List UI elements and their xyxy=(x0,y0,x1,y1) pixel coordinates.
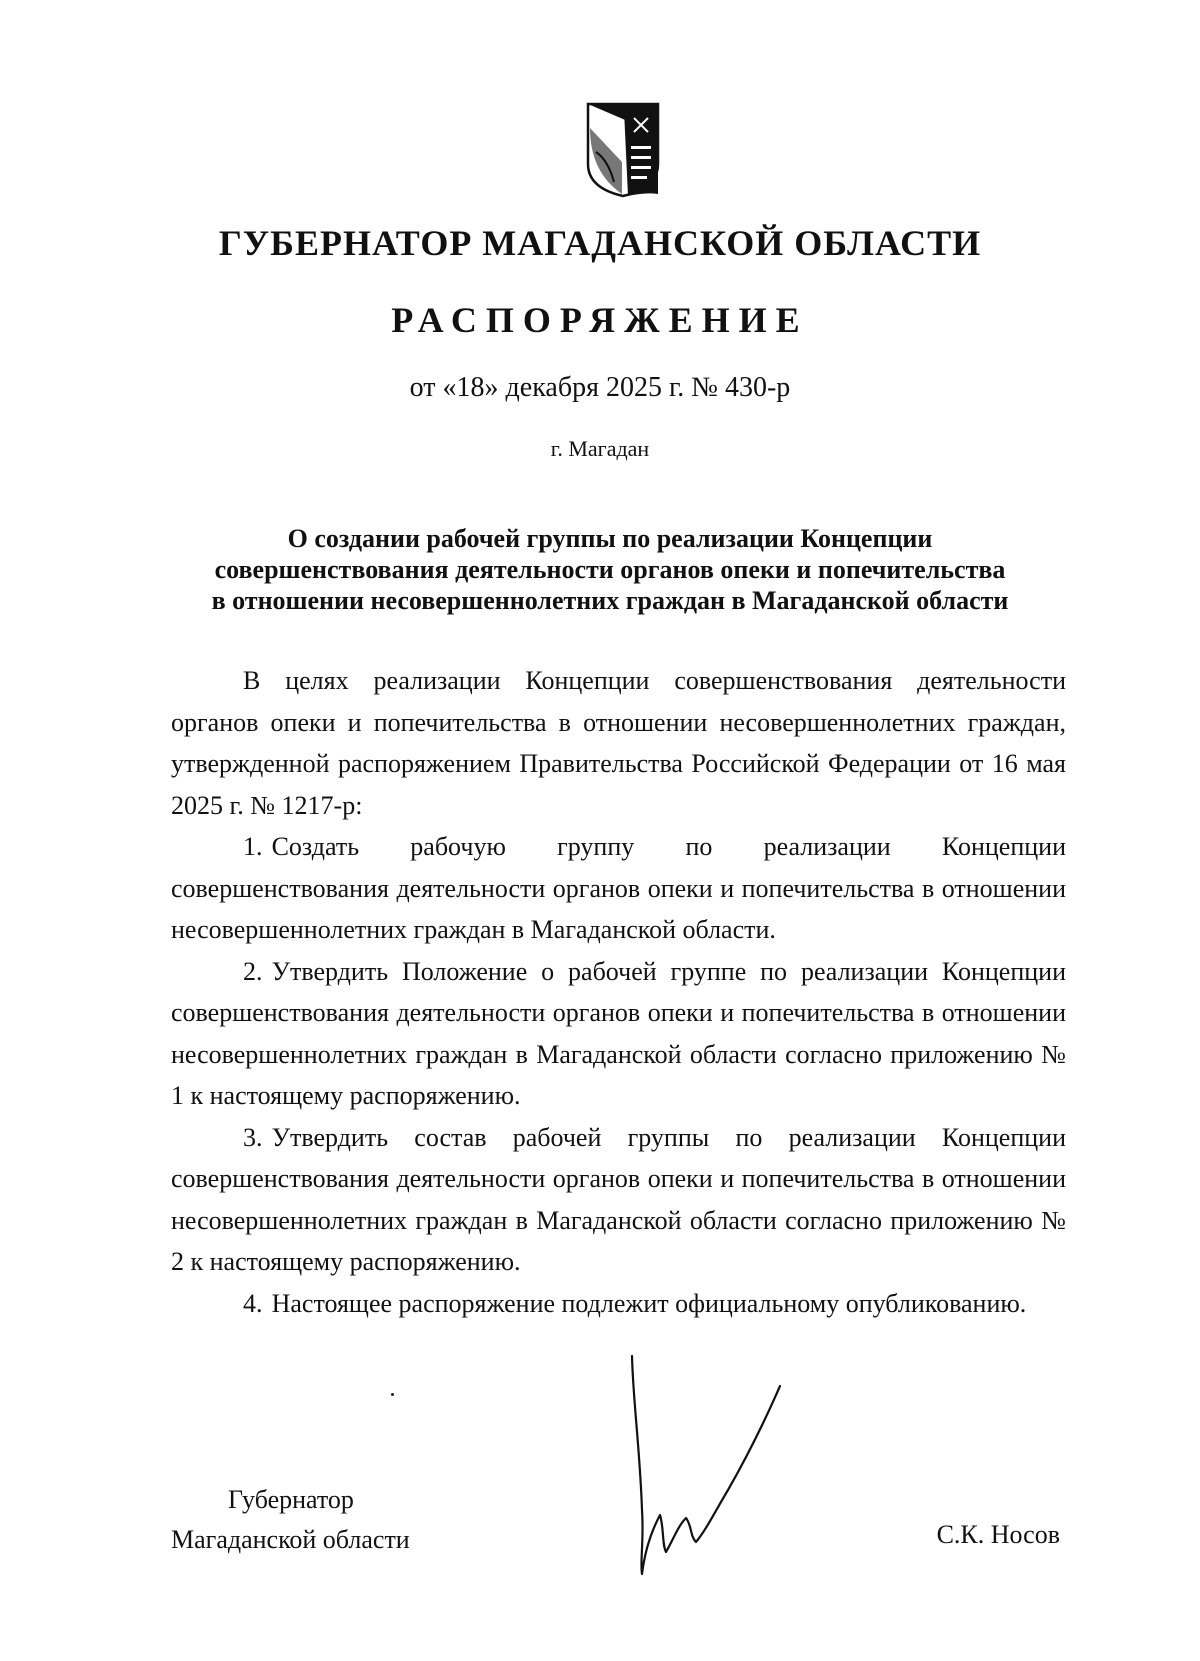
signer-name: С.К. Носов xyxy=(936,1520,1060,1549)
order-item xyxy=(171,826,1066,951)
preamble: В целях реализации Концепции совершенствования деятельности органов опеки и попечительства в отношении несовершеннолетних граждан, утвержденной распоряжением Правительства Российской Федерации от 16 мая 2025 г. № 1217-р: xyxy=(171,666,1066,820)
document-subject xyxy=(160,523,1060,616)
item-text: Утвердить Положение о рабочей группе по реализации Концепции совершенствования деятельности органов опеки и попечительства в отношении несовершеннолетних граждан в Магаданской области согласно приложению № 1 к настоящему распоряжению. xyxy=(171,956,1066,1110)
order-item xyxy=(171,1283,1066,1325)
document-body xyxy=(171,660,1066,1324)
subject-line: совершенствования деятельности органов опеки и попечительства xyxy=(214,555,1006,584)
signer-position-line: Магаданской области xyxy=(171,1525,410,1554)
order-item xyxy=(171,1117,1066,1283)
issuer-title: ГУБЕРНАТОР МАГАДАНСКОЙ ОБЛАСТИ xyxy=(218,223,982,263)
coat-of-arms-icon xyxy=(586,102,660,198)
document-type: РАСПОРЯЖЕНИЕ xyxy=(391,300,809,340)
document-city: г. Магадан xyxy=(550,436,650,461)
item-text: Создать рабочую группу по реализации Концепции совершенствования деятельности органов опеки и попечительства в отношении несовершеннолетних граждан в Магаданской области. xyxy=(171,832,1066,944)
scan-speck xyxy=(391,1393,394,1396)
item-text: Настоящее распоряжение подлежит официальному опубликованию. xyxy=(271,1288,1027,1318)
item-text: Утвердить состав рабочей группы по реализации Концепции совершенствования деятельности органов опеки и попечительства в отношении несовершеннолетних граждан в Магаданской области согласно приложению № 2 к настоящему распоряжению. xyxy=(171,1122,1066,1276)
subject-line: О создании рабочей группы по реализации Концепции xyxy=(287,524,933,553)
item-number: 1. xyxy=(243,832,263,861)
document-date-number: от «18» декабря 2025 г. № 430-р xyxy=(409,372,791,403)
subject-line: в отношении несовершеннолетних граждан в Магаданской области xyxy=(211,586,1009,615)
item-number: 4. xyxy=(243,1288,263,1318)
item-number: 3. xyxy=(243,1122,263,1152)
item-number: 2. xyxy=(243,956,263,986)
signer-position-line: Губернатор xyxy=(228,1485,354,1514)
order-item xyxy=(171,951,1066,1117)
handwritten-signature xyxy=(620,1350,810,1580)
signer-position xyxy=(171,1480,410,1560)
